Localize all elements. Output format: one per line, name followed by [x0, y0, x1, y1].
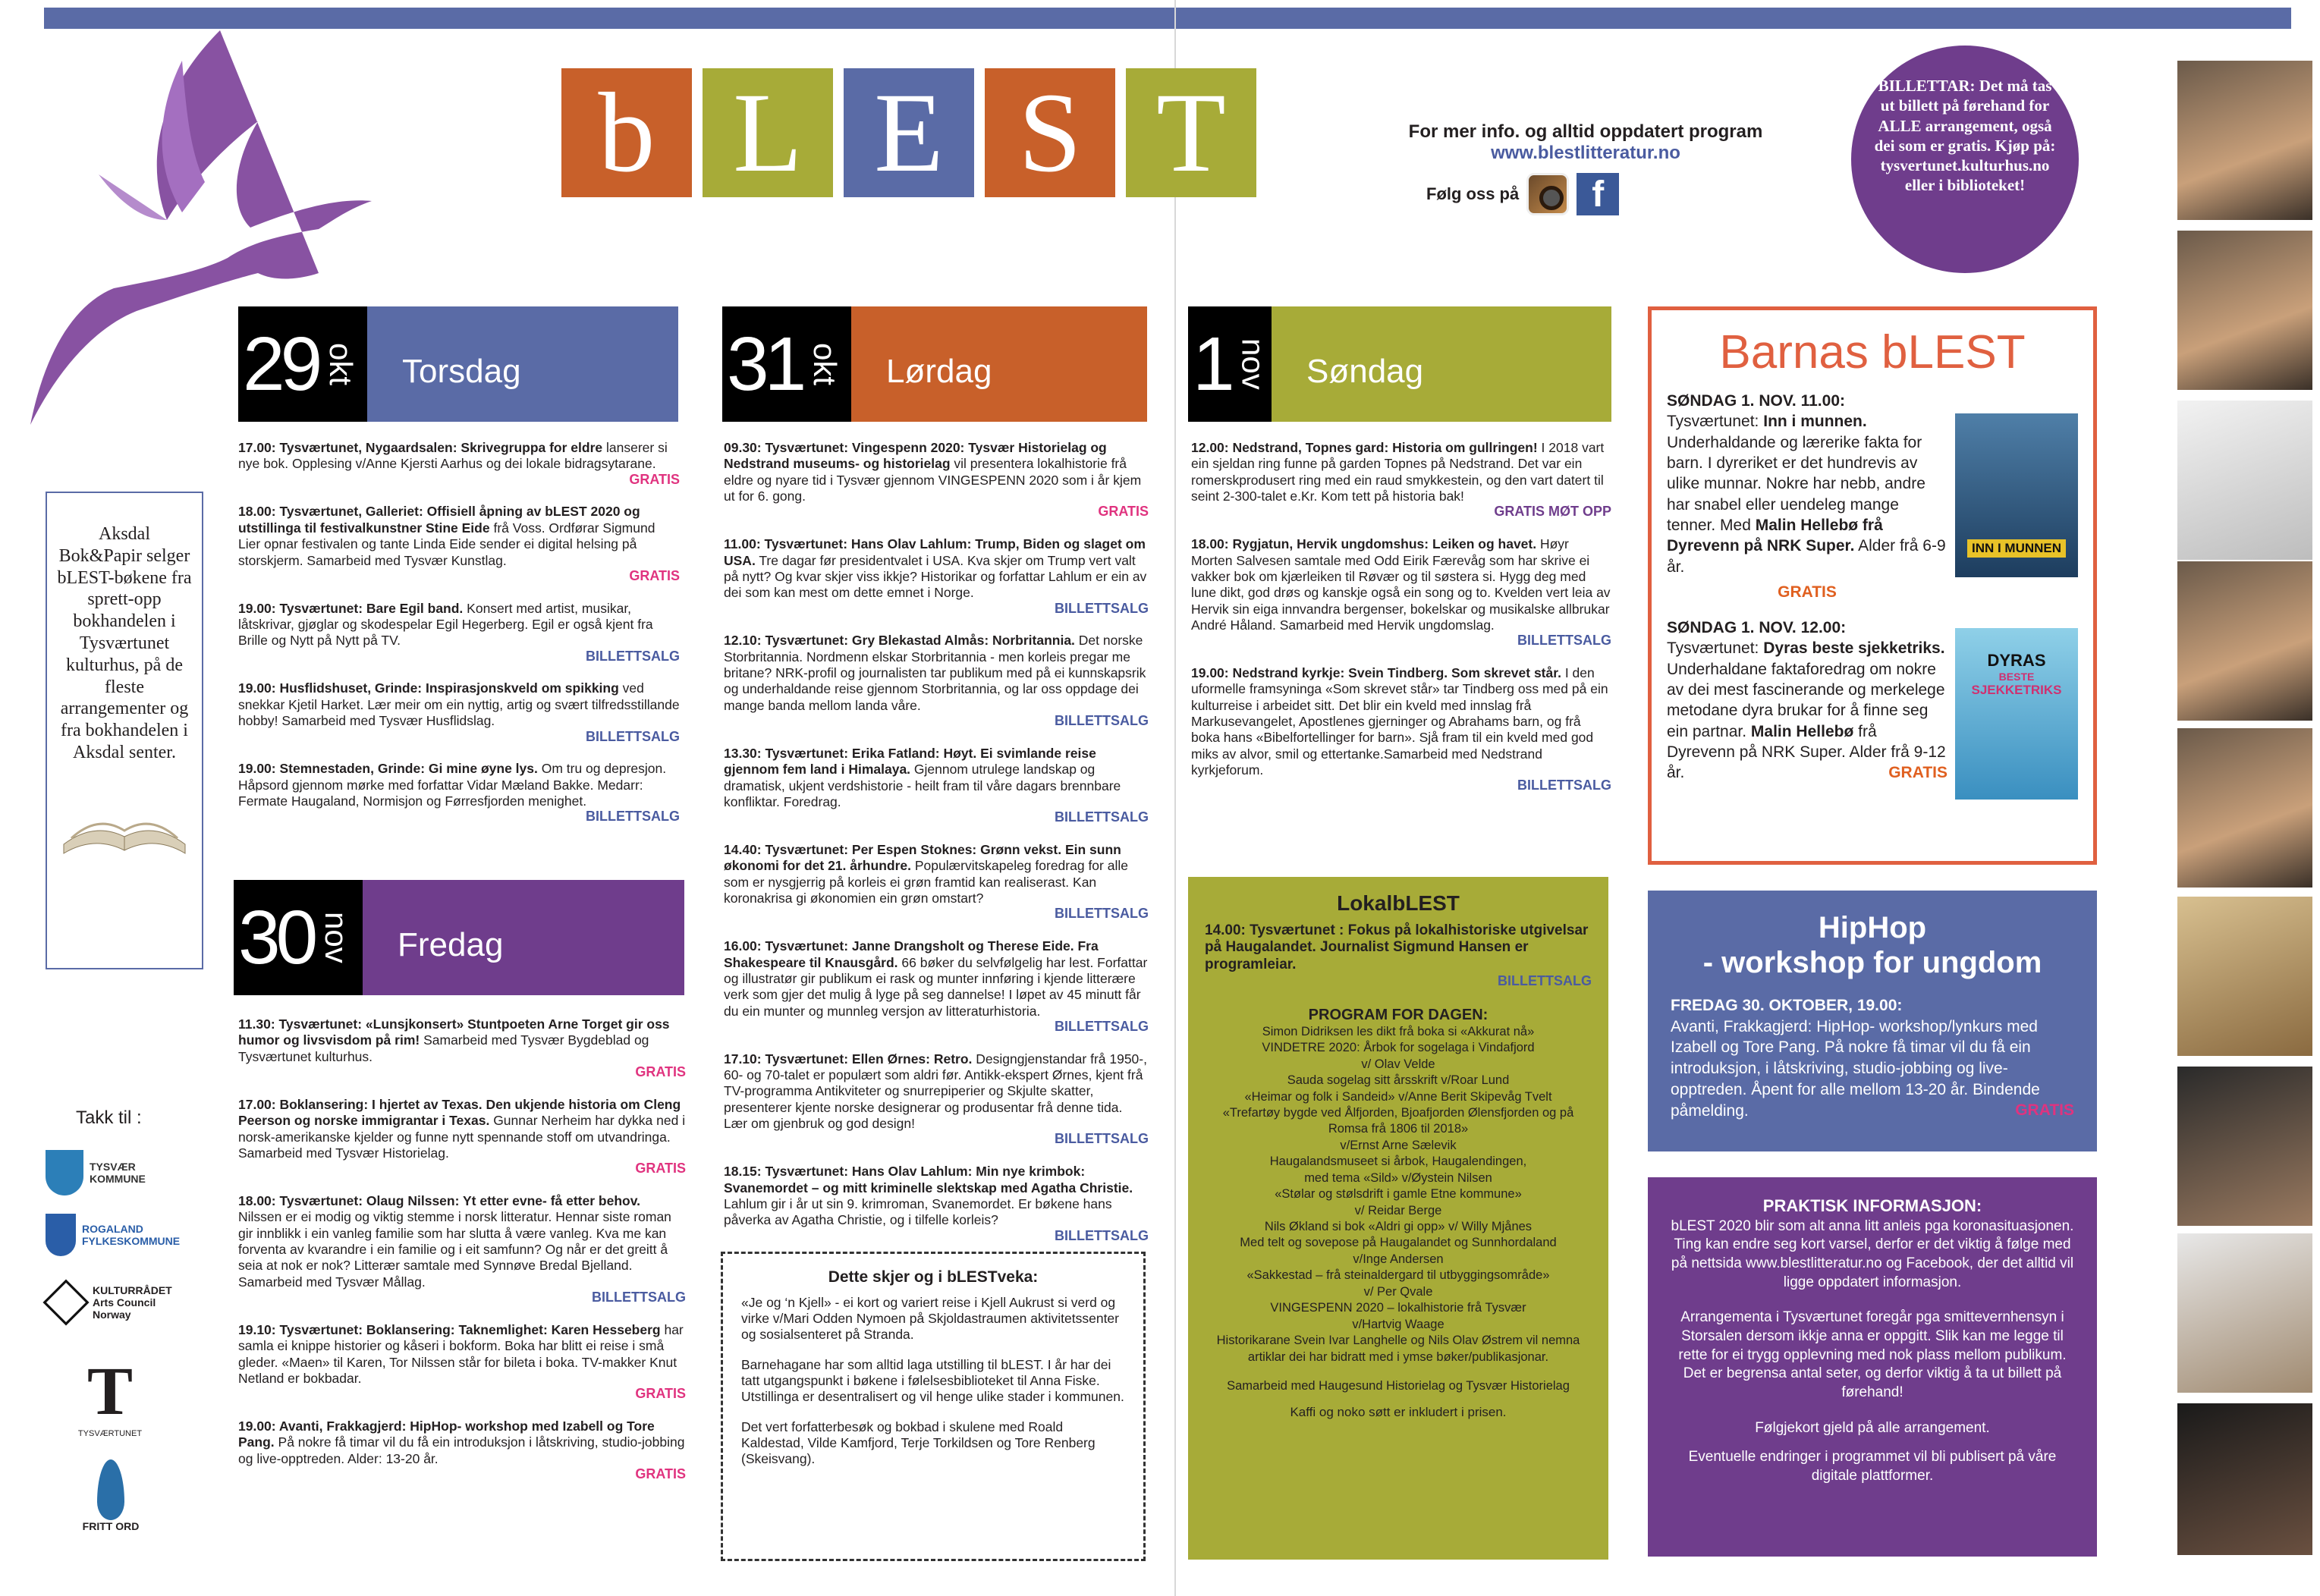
event-tag: GRATIS [1888, 764, 1947, 782]
event-place: Tysværtunet: [1667, 413, 1759, 431]
program-line: med tema «Sild» v/Øystein Nilsen [1304, 1170, 1492, 1185]
event-text: Lahlum gir i år ut sin 9. krimroman, Svanemordet. Er bøkene hans påverka av Agatha Christie, og i tilfelle korleis? [724, 1195, 1112, 1228]
event-text: Konsert med artist, musikar, låtskrivar, gjøglar og skodespelar Egil Hegerberg. Egil er også kjent fra Brille og Nytt på Nytt på TV. [238, 600, 653, 649]
program-line: «Heimar og folk i Sandeid» v/Anne Berit Skipevåg Tvelt [1244, 1089, 1552, 1104]
logo-letter: L [703, 68, 833, 197]
event-text: Underhaldane faktaforedrag om nokre av dei mest fascinerande og merkelege metodane dyra brukar for å finne seg ein partnar. [1667, 660, 1945, 740]
event-text: Om tru og depresjon. Håpsord gjennom mørke med forfattar Vidar Mæland Bakke. Medarr: Fermate Haugaland, Normisjon og Førresfjorden menighet. [238, 761, 667, 809]
event-tag: GRATIS [635, 1466, 686, 1482]
event-title: 17.10: Tysværtunet: Ellen Ørnes: Retro. [724, 1051, 973, 1067]
event-title: 17.00: Tysværtunet, Nygaardsalen: Skrivegruppa for eldre [238, 440, 603, 455]
logo-letter: S [985, 68, 1115, 197]
praktisk-paragraph: Arrangementa i Tysværtunet foregår pga smittevernhensyn i Storsalen dersom ikkje anna er oppgitt. Slik kan me legge til rette for ei trygg opplevning med nok plass mellom publikum. Det er begrensa antal seter, og derfor viktig å ta ut billett på førehand! [1678, 1309, 2067, 1401]
event-heading: SØNDAG 1. NOV. 12.00: [1667, 619, 1847, 637]
event-title: Dyras beste sjekketriks. [1763, 639, 1945, 658]
program-line: Med telt og sovepose på Haugalandet og Sunnhordaland [1240, 1236, 1557, 1250]
barnas-event-2 [1667, 617, 2078, 800]
day-name: Fredag [363, 880, 684, 995]
event-title: 11.00: Tysværtunet: Hans Olav Lahlum: Trump, Biden og slaget om USA. [724, 536, 1146, 568]
event-title: 18.15: Tysværtunet: Hans Olav Lahlum: Min nye krimbok: Svanemordet – og mitt kriminelle slektskap med Agatha Christie. [724, 1164, 1133, 1195]
author-photo [2177, 1403, 2312, 1555]
program-line: Haugalandsmuseet si årbok, Haugalendingen, [1269, 1155, 1527, 1169]
event-text: frå Voss. Ordførar Sigmund Lier opnar festivalen og tante Linda Eide sender ei digital helsing på storskjerm. Samarbeid med Tysvær Kunstlag. [238, 520, 655, 568]
barnas-title: Barnas bLEST [1719, 326, 2026, 379]
event-tag: GRATIS [635, 1064, 686, 1080]
day-month: nov [1235, 338, 1272, 390]
praktisk-box [1648, 1177, 2097, 1557]
event-text: vil presentera lokalhistorie frå eldre og nyare tid i Tysvær gjennom VINGESPENN 2020 som i år kjem ut for 6. gong. [724, 456, 1142, 504]
aksdal-text: Aksdal Bok&Papir selger bLEST-bøkene fra sprett-opp bokhandelen i Tysværtunet kulturhus, på de fleste arrangementer og fra bokhandelen i Aksdal senter. [57, 524, 192, 762]
book-title: BESTE [1998, 671, 2035, 683]
sponsor-tysvaertunet [68, 1354, 152, 1438]
event-tag: BILLETTSALG [1055, 809, 1149, 825]
sponsor-name: KULTURRÅDET Arts Council Norway [93, 1284, 172, 1321]
event-title: 19.00: Avanti, Frakkagjerd: HipHop- workshop med Izabell og Tore Pang. [238, 1418, 655, 1450]
sponsor-name: TYSVÆRTUNET [77, 1429, 143, 1438]
program-line: «Stølar og stølsdrift i gamle Etne kommune» [1275, 1187, 1522, 1202]
sponsor-tysvaer [46, 1150, 165, 1195]
praktisk-paragraph: Følgjekort gjeld på alle arrangement. [1755, 1419, 1990, 1436]
program-line: Simon Didriksen les dikt frå boka si «Akkurat nå» [1262, 1024, 1535, 1038]
event-item [238, 1193, 686, 1305]
program-line: v/ Reidar Berge [1354, 1203, 1442, 1217]
program-line: v/ Per Qvale [1363, 1284, 1433, 1299]
event-heading: SØNDAG 1. NOV. 11.00: [1667, 392, 1845, 410]
program-line: v/Hartvig Waage [1352, 1317, 1444, 1331]
event-title: 19.00: Stemnestaden, Grinde: Gi mine øyne lys. [238, 761, 538, 777]
program-line: v/ Olav Velde [1361, 1057, 1435, 1071]
event-text: Designgjenstandar frå 1950-, 60- og 70-talet er populært som aldri før. Antikk-ekspert Ørnes, kjent frå TV-programma Antikviteter og snurrepiperier og Skjulte skatter, presenterer kjente norske designerar og produsentar frå denne tida. Lær om gjenbruk og god design! [724, 1051, 1147, 1132]
event-title: 12.00: Nedstrand, Topnes gard: Historia om gullringen! [1191, 440, 1538, 455]
event-item [724, 938, 1149, 1035]
kulturradet-logo-icon [42, 1279, 89, 1325]
event-item [238, 1418, 686, 1482]
feather-icon [97, 1459, 124, 1520]
program-title: PROGRAM FOR DAGEN: [1308, 1006, 1489, 1023]
event-tag: BILLETTSALG [1055, 1131, 1149, 1147]
event-item [1191, 440, 1611, 520]
event-place: Tysværtunet: [1667, 639, 1759, 658]
event-title: 17.00: Boklansering: I hjertet av Texas. Den ukjende historia om Cleng Peerson og norske immigrantar i Texas. [238, 1096, 681, 1129]
event-title: 14.40: Tysværtunet: Per Espen Stoknes: Grønn vekst. Ein sunn økonomi for det 21. århundre. [724, 842, 1121, 874]
event-title: 19.00: Husflidshuset, Grinde: Inspirasjonskveld om spikking [238, 680, 619, 696]
day-friday [234, 880, 684, 995]
event-text: I den uformelle framsyninga «Som skrevet står» tar Tindberg oss med på ein kulturreise i arbeidet sitt. Det blir ein kveld med innslag frå Markusevangelet, Apostlenes gjerninger og Abrahams barn, og frå boka hans «Bibelfortellinger for barn». Sjå fram til ein kveld med god miks av alvor, smil og ettertanke.Samarbeid med Nedstrand kyrkjeforum. [1191, 665, 1608, 778]
day-name: Lørdag [851, 306, 1147, 422]
event-text: Populærvitskapeleg foredrag for alle som er nysgjerrig på korleis ei grøn framtid kan realiserast. Kan koronakrisa gi økonomien ein grøn omstart? [724, 858, 1128, 906]
open-book-icon [60, 791, 189, 859]
sponsor-rogaland [46, 1214, 188, 1256]
lokal-tag: BILLETTSALG [1498, 972, 1592, 988]
event-tag: BILLETTSALG [586, 809, 680, 825]
sponsor-kulturradet [46, 1282, 191, 1323]
follow-label: Følg oss på [1426, 184, 1520, 203]
author-photo [2177, 561, 2312, 721]
author-photo [2177, 897, 2312, 1056]
saturday-events [724, 440, 1149, 1260]
event-tag: BILLETTSALG [1055, 906, 1149, 922]
event-title: 16.00: Tysværtunet: Janne Drangsholt og Therese Eide. Fra Shakespeare til Knausgård. [724, 938, 1099, 970]
aksdal-box [46, 492, 203, 969]
event-text: Underhaldande og lærerike fakta for barn. I dyreriket er det hundrevis av ulike munnar. Nokre har nebb, andre har snabel eller uendeleg mange tenner. Med [1667, 433, 1925, 534]
tysvaertunet-logo-icon: T [86, 1354, 134, 1429]
event-title: 18.00: Tysværtunet: Olaug Nilssen: Yt etter evne- få etter behov. [238, 1193, 641, 1208]
dette-paragraph: Barnehagane har som alltid laga utstilling til bLEST. I år har dei tatt utgangspunkt i bøkene i følelsesbiblioteket til Anna Fiske. Utstillinga er desentralisert og vil henge ulike stader i kommunen. [741, 1356, 1124, 1405]
logo-letter: E [844, 68, 974, 197]
website-link[interactable]: www.blestlitteratur.no [1491, 143, 1680, 163]
praktisk-paragraph: bLEST 2020 blir som alt anna litt anleis pga koronasituasjonen. Ting kan endre seg kort varsel, derfor er det viktig å følge med på nettsida www.blestlitteratur.no og Facebook, der det alltid vil ligge oppdatert informasjon. [1671, 1217, 2074, 1290]
program-line: «Trefartøy bygde ved Ålfjorden, Bjoafjorden Ølensfjorden og på Romsa frå 1806 til 2018» [1222, 1105, 1574, 1136]
event-tag: BILLETTSALG [1055, 600, 1149, 616]
event-age: frå Dyrevenn på NRK Super. Alder frå 9-12 år. [1667, 722, 1946, 782]
program-line: «Sakkestad – frå steinaldergard til utbyggingsområde» [1246, 1268, 1550, 1283]
event-item [238, 680, 680, 744]
book-title: INN I MUNNEN [1967, 539, 2066, 558]
book-title: SJEKKETRIKS [1971, 683, 2062, 698]
event-tag: BILLETTSALG [1517, 778, 1611, 793]
sponsor-name: TYSVÆR KOMMUNE [90, 1161, 146, 1185]
info-text: For mer info. og alltid oppdatert program [1408, 121, 1763, 142]
event-title: 11.30: Tysværtunet: «Lunsjkonsert» Stuntpoeten Arne Torget gir oss humor og livsvisdom på rim! [238, 1016, 670, 1048]
event-text: ved snekkar Kjetil Harket. Lær meir om ein nyttig, artig og svært tilfredsstillande hobby! Samarbeid med Tysvær Husflidslag. [238, 680, 680, 729]
instagram-icon[interactable] [1526, 173, 1569, 215]
event-text: I 2018 vart ein sjeldan ring funne på garden Topnes på Nedstrand. Det var ein romerskprodusert ring med ein raud smykkestein, og den vart datert til seint 2-300-talet e.Kr. Kom tett på historia bak! [1191, 440, 1605, 504]
day-month: okt [807, 342, 844, 386]
event-item [724, 1164, 1149, 1243]
event-text: har samla ei knippe historier og kåseri i bokform. Boka har blitt ei reise i små gleder. «Maen» til Karen, Tor Nilssen står for bileta i boka. TV-makker Knut Netland er bokbadar. [238, 1321, 684, 1386]
event-item [238, 1016, 686, 1080]
event-title: 12.10: Tysværtunet: Gry Blekastad Almås: Norbritannia. [724, 633, 1075, 649]
author-photo [2177, 401, 2312, 560]
praktisk-paragraph: Eventuelle endringer i programmet vil bli publisert på våre digitale plattformer. [1688, 1449, 2057, 1484]
event-text: Tre dagar før presidentvalet i USA. Kva skjer om Trump vert valt på nytt? Og kvar skjer viss ikkje? Historikar og forfattar Lahlum er ein av dei som kan mest om dette emnet i Norge. [724, 552, 1147, 601]
dette-skjer-box [721, 1252, 1146, 1561]
friday-events [238, 1016, 686, 1499]
event-title: 19.00: Tysværtunet: Bare Egil band. [238, 600, 464, 616]
facebook-icon[interactable]: f [1577, 173, 1619, 215]
blest-logo [561, 68, 1256, 197]
dette-title: Dette skjer og i bLESTveka: [828, 1268, 1039, 1286]
billettar-circle: BILLETTAR: Det må tas ut billett på førehand for ALLE arrangement, også dei som er gratis. Kjøp på: tysvertunet.kulturhus.no eller i biblioteket! [1851, 46, 2079, 273]
hiphop-subtitle: - workshop for ungdom [1702, 946, 2042, 979]
event-item [238, 440, 680, 487]
thanks-label: Takk til : [76, 1107, 142, 1128]
event-tag: GRATIS [635, 1386, 686, 1402]
event-tag: GRATIS [629, 471, 680, 487]
thursday-events [238, 440, 680, 841]
day-number: 31 [727, 322, 803, 407]
event-title: 09.30: Tysværtunet: Vingespenn 2020: Tysvær Historielag og Nedstrand museums- og historielag [724, 440, 1107, 472]
sponsor-fritt-ord [73, 1459, 149, 1532]
lokal-intro: 14.00: Tysværtunet : Fokus på lokalhistoriske utgivelsar på Haugalandet. Journalist Sigmund Hansen er programleiar. [1205, 922, 1589, 973]
event-text: Gunnar Nerheim har dykka ned i norsk-amerikanske kjelder og funne nytt spennande stoff om utvandringa. Samarbeid med Tysvær Historielag. [238, 1113, 686, 1161]
praktisk-title: PRAKTISK INFORMASJON: [1762, 1196, 1982, 1215]
author-photo [2177, 1233, 2312, 1393]
day-header [1188, 306, 1611, 422]
day-header [722, 306, 1147, 422]
event-text: Samarbeid med Tysvær Bygdeblad og Tysværtunet kulturhus. [238, 1032, 649, 1064]
day-month: nov [319, 912, 355, 963]
event-item [724, 1051, 1149, 1148]
event-name: Malin Hellebø frå Dyrevenn på NRK Super. [1667, 516, 1883, 555]
event-item [238, 1322, 686, 1402]
event-text: Gjennom utrulege landskap og dramatisk, ukjent verdshistorie - heilt fram til våre dagars brennbare konfliktar. Foredrag. [724, 762, 1121, 809]
event-item [1191, 665, 1611, 793]
lokal-samarbeid: Samarbeid med Haugesund Historielag og Tysvær Historielag [1227, 1378, 1570, 1393]
hiphop-box [1648, 891, 2097, 1151]
event-item [724, 440, 1149, 520]
event-text: På nokre få timar vil du få ein introduksjon i låtskriving, studio-jobbing og live-opptreden. Alder: 13-20 år. [238, 1434, 685, 1466]
event-item [238, 504, 680, 583]
event-item [238, 761, 680, 825]
page-fold [1174, 0, 1176, 1596]
hiphop-tag: GRATIS [2015, 1101, 2074, 1120]
event-title: 19.10: Tysværtunet: Boklansering: Taknemlighet: Karen Hesseberg [238, 1321, 661, 1337]
sponsor-name: ROGALAND FYLKESKOMMUNE [82, 1223, 181, 1247]
event-tag: BILLETTSALG [586, 728, 680, 744]
dette-paragraph: «Je og ‘n Kjell» - ei kort og variert reise i Kjell Aukrust si verd og virke v/Mari Odden Nymoen på Skjoldastraumen aktivitetssenter og sosialsenteret på Stranda. [741, 1294, 1119, 1343]
event-item [724, 746, 1149, 825]
event-tag: GRATIS [635, 1161, 686, 1177]
event-tag: BILLETTSALG [592, 1290, 686, 1305]
event-title: 13.30: Tysværtunet: Erika Fatland: Høyt. Ei svimlande reise gjennom fem land i Himalaya. [724, 745, 1096, 778]
book-cover-inn-i-munnen [1955, 413, 2078, 577]
day-number: 1 [1193, 322, 1231, 407]
event-title: 18.00: Tysværtunet, Galleriet: Offisiell åpning av bLEST 2020 og utstillinga til festivalkunstner Stine Eide [238, 504, 640, 536]
info-block [1373, 121, 1798, 164]
event-text: Nilssen er ei modig og viktig stemme i norsk litteratur. Hennar siste roman gir innblikk i ein vanleg familie som har slutta å være vanleg. Kva me kan forventa av kvarandre i ein familie og i eit samfunn? Og når er det greitt å seia at nok er nok? Litterær samtale med Synnøve Bredal Bjelland. Samarbeid med Tysvær Mållag. [238, 1209, 671, 1290]
social-links [1426, 173, 1619, 215]
author-photo [2177, 231, 2312, 390]
event-age: Alder frå 6-9 år. [1667, 537, 1946, 576]
day-header [238, 306, 678, 422]
day-name: Søndag [1272, 306, 1611, 422]
top-bar [44, 8, 2291, 29]
day-month: okt [323, 342, 360, 386]
author-photo [2177, 61, 2312, 220]
event-tag: BILLETTSALG [1055, 1018, 1149, 1034]
tysvaer-crest-icon [46, 1150, 83, 1195]
program-line: Historikarane Svein Ivar Langhelle og Nils Olav Østrem vil nemna artiklar dei har bidratt med i ymse bøker/publikasjonar. [1216, 1334, 1580, 1364]
program-line: VINGESPENN 2020 – lokalhistorie frå Tysvær [1270, 1301, 1526, 1315]
event-tag: BILLETTSALG [586, 648, 680, 664]
event-title: 19.00: Nedstrand kyrkje: Svein Tindberg. Som skrevet står. [1191, 665, 1561, 681]
event-tag: GRATIS [629, 567, 680, 583]
lokal-kaffi: Kaffi og noko søtt er inkludert i prisen. [1290, 1404, 1507, 1419]
event-item [724, 842, 1149, 922]
event-item [1191, 536, 1611, 649]
event-title: Inn i munnen. [1763, 413, 1867, 431]
event-item [724, 633, 1149, 729]
lokalblest-box [1188, 877, 1608, 1560]
day-number: 30 [238, 895, 314, 980]
book-cover-dyras-beste-sjekketriks [1955, 628, 2078, 800]
event-tag: BILLETTSALG [1055, 1227, 1149, 1243]
hiphop-text: Avanti, Frakkagjerd: HipHop- workshop/lynkurs med Izabell og Tore Pang. På nokre få timar vil du få ein introduksjon, i låtskriving, studio-jobbing og live-opptreden. Åpent for alle mellom 13-20 år. Bindende påmelding. [1671, 1017, 2040, 1120]
barnas-event-1 [1667, 391, 2078, 602]
day-header [234, 880, 684, 995]
author-photo [2177, 1067, 2312, 1226]
rogaland-crest-icon [46, 1214, 76, 1256]
program-line: Sauda sogelag sitt årsskrift v/Roar Lund [1287, 1073, 1510, 1088]
logo-letter: T [1126, 68, 1256, 197]
barnas-blest-box [1648, 306, 2097, 865]
event-tag: GRATIS MØT OPP [1494, 504, 1611, 520]
event-item [724, 536, 1149, 616]
event-title: 18.00: Rygjatun, Hervik ungdomshus: Leiken og havet. [1191, 536, 1537, 552]
program-line: v/Ernst Arne Sælevik [1340, 1138, 1457, 1152]
event-name: Malin Hellebø [1750, 722, 1854, 740]
sponsor-name: FRITT ORD [82, 1520, 140, 1532]
program-line: VINDETRE 2020: Årbok for sogelaga i Vindafjord [1262, 1041, 1535, 1055]
program-list [1205, 1024, 1592, 1365]
day-number: 29 [243, 322, 319, 407]
lokal-title: LokalbLEST [1337, 891, 1460, 915]
event-item [238, 1097, 686, 1177]
event-item [238, 601, 680, 664]
event-text: lanserer si nye bok. Opplesing v/Anne Kjersti Aarhus og dei lokale bidragsytarane. [238, 440, 668, 472]
event-tag: BILLETTSALG [1517, 633, 1611, 649]
event-tag: BILLETTSALG [1055, 713, 1149, 729]
day-sunday [1188, 306, 1611, 422]
day-thursday [238, 306, 678, 422]
program-line: Nils Økland si bok «Aldri gi opp» v/ Willy Mjånes [1264, 1220, 1533, 1234]
dette-paragraph: Det vert forfatterbesøk og bokbad i skulene med Roald Kaldestad, Vilde Kamfjord, Terje Torkildsen og Tore Renberg (Skeisvang). [741, 1418, 1096, 1467]
author-photo [2177, 728, 2312, 888]
book-title: DYRAS [1987, 651, 2046, 671]
day-name: Torsdag [367, 306, 678, 422]
sunday-events [1191, 440, 1611, 810]
event-text: Høyr Morten Salvesen samtale med Odd Eirik Færevåg som har skrive ei vakker bok om kjærleiken til Røvær og til søstera si. Hygg deg med lune dikt, god drøs og kanskje også ein song og to. Kvelden vert leia av Hervik sin eiga innvandra bergenser, bokelskar og musikalske allbrukar André Håland. Samarbeid med Hervik ungdomslag. [1191, 536, 1611, 633]
program-line: v/Inge Andersen [1353, 1252, 1444, 1266]
event-text: Det norske Storbritannia. Nordmenn elskar Storbritannia - men korleis pregar me britane? NRK-profil og journalisten tar publikum med på ei kunnskapsrik og underhaldande reise gjennom Storbritannia, og lar oss oppdage dei mange banda mellom landa våre. [724, 633, 1146, 713]
event-tag: GRATIS [1778, 583, 1837, 601]
day-saturday [722, 306, 1147, 422]
event-text: 66 bøker du selvfølgelig har lest. Forfattar og illustratør gir publikum ei rask og munter innføring i kjende litterære verk som gjer det mulig å lyge på seg dannelse! I løpet av 45 minutt får du ein munter og munnleg versjon av litteraturhistoria. [724, 954, 1148, 1019]
hiphop-title: HipHop [1818, 911, 1927, 944]
logo-letter: b [561, 68, 692, 197]
event-tag: GRATIS [1098, 504, 1149, 520]
hiphop-heading: FREDAG 30. OKTOBER, 19.00: [1671, 997, 1903, 1014]
